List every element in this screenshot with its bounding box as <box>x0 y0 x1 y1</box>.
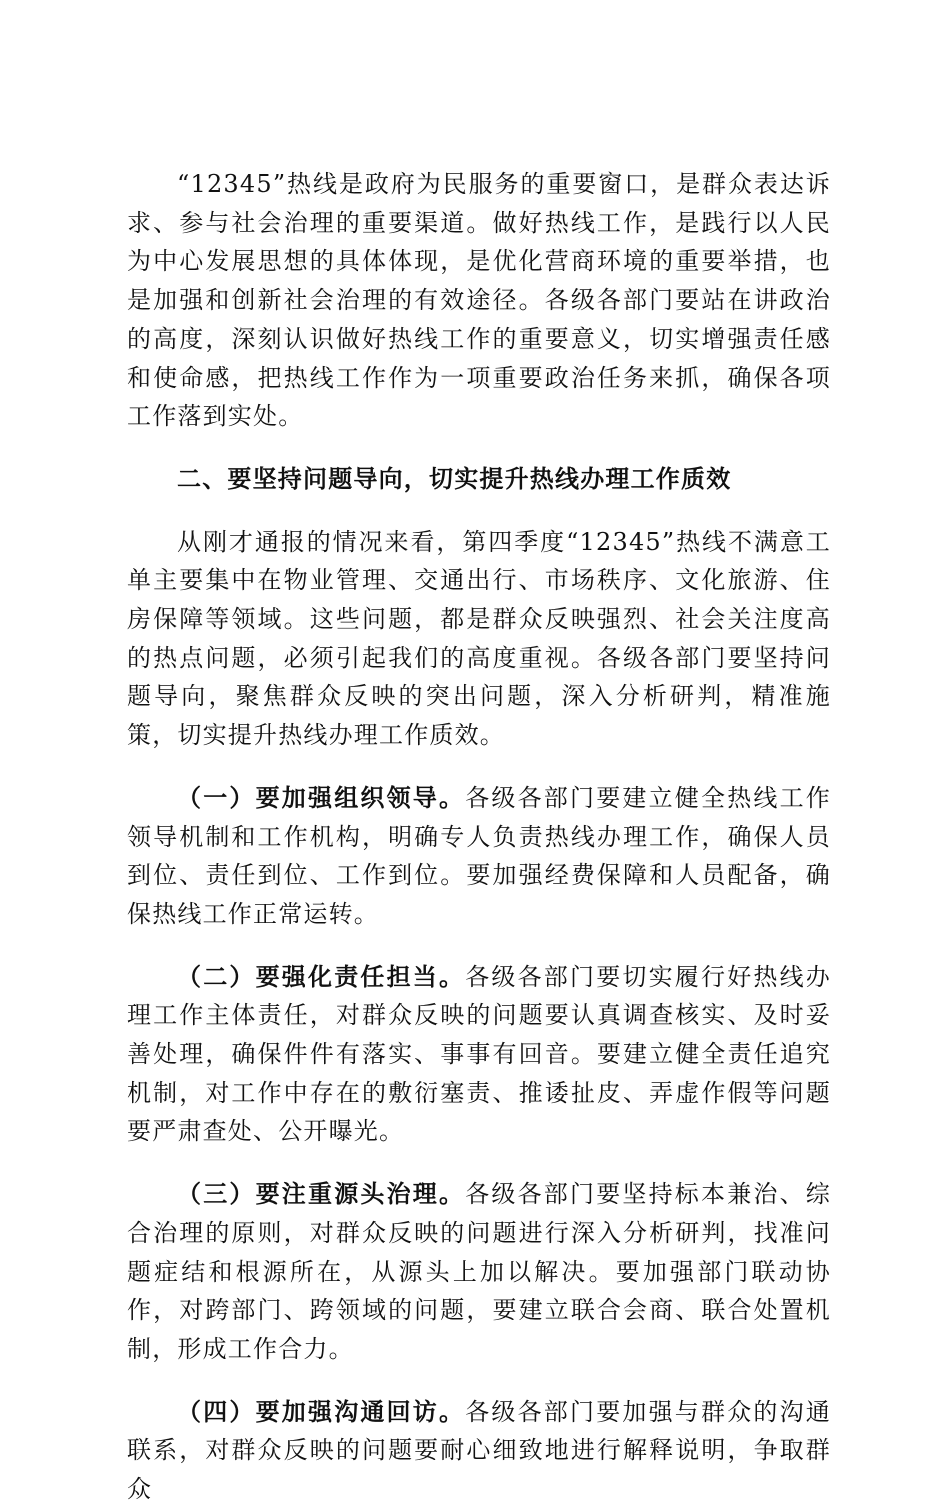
item-lead-3: （三）要注重源头治理。 <box>177 1180 466 1209</box>
item-paragraph-1 <box>127 779 831 934</box>
document-body <box>127 165 831 1509</box>
item-paragraph-2 <box>127 958 831 1152</box>
item-lead-2: （二）要强化责任担当。 <box>177 962 466 991</box>
paragraph-gap <box>127 436 831 460</box>
item-text-2: 各级各部门要切实履行好热线办理工作主体责任，对群众反映的问题要认真调查核实、及时妥善处理，确保件件有落实、事事有回音。要建立健全责任追究机制，对工作中存在的敷衍塞责、推诿扯皮、弄虚作假等问题要严肃查处、公开曝光。 <box>127 962 831 1146</box>
paragraph-gap <box>127 1151 831 1175</box>
item-text-4: 各级各部门要加强与群众的沟通联系，对群众反映的问题要耐心细致地进行解释说明，争取群众 <box>127 1397 831 1504</box>
paragraph-gap <box>127 499 831 523</box>
paragraph-gap <box>127 755 831 779</box>
section-heading: 二、要坚持问题导向，切实提升热线办理工作质效 <box>177 464 732 493</box>
item-text-3: 各级各部门要坚持标本兼治、综合治理的原则，对群众反映的问题进行深入分析研判，找准问题症结和根源所在，从源头上加以解决。要加强部门联动协作，对跨部门、跨领域的问题，要建立联合会商、联合处置机制，形成工作合力。 <box>127 1180 831 1363</box>
item-paragraph-3 <box>127 1175 831 1369</box>
paragraph-gap <box>127 1369 831 1393</box>
item-lead-4: （四）要加强沟通回访。 <box>177 1397 466 1426</box>
item-lead-1: （一）要加强组织领导。 <box>177 783 466 812</box>
paragraph-gap <box>127 934 831 958</box>
item-text-1: 各级各部门要建立健全热线工作领导机制和工作机构，明确专人负责热线办理工作，确保人员到位、责任到位、工作到位。要加强经费保障和人员配备，确保热线工作正常运转。 <box>127 783 831 928</box>
intro-paragraph: “12345”热线是政府为民服务的重要窗口，是群众表达诉求、参与社会治理的重要渠道。做好热线工作，是践行以人民为中心发展思想的具体体现，是优化营商环境的重要举措，也是加强和创新社会治理的有效途径。各级各部门要站在讲政治的高度，深刻认识做好热线工作的重要意义，切实增强责任感和使命感，把热线工作作为一项重要政治任务来抓，确保各项工作落到实处。 <box>127 170 831 431</box>
section-paragraph: 从刚才通报的情况来看，第四季度“12345”热线不满意工单主要集中在物业管理、交通出行、市场秩序、文化旅游、住房保障等领域。这些问题，都是群众反映强烈、社会关注度高的热点问题，必须引起我们的高度重视。各级各部门要坚持问题导向，聚焦群众反映的突出问题，深入分析研判，精准施策，切实提升热线办理工作质效。 <box>127 527 831 750</box>
item-paragraph-4 <box>127 1393 831 1509</box>
